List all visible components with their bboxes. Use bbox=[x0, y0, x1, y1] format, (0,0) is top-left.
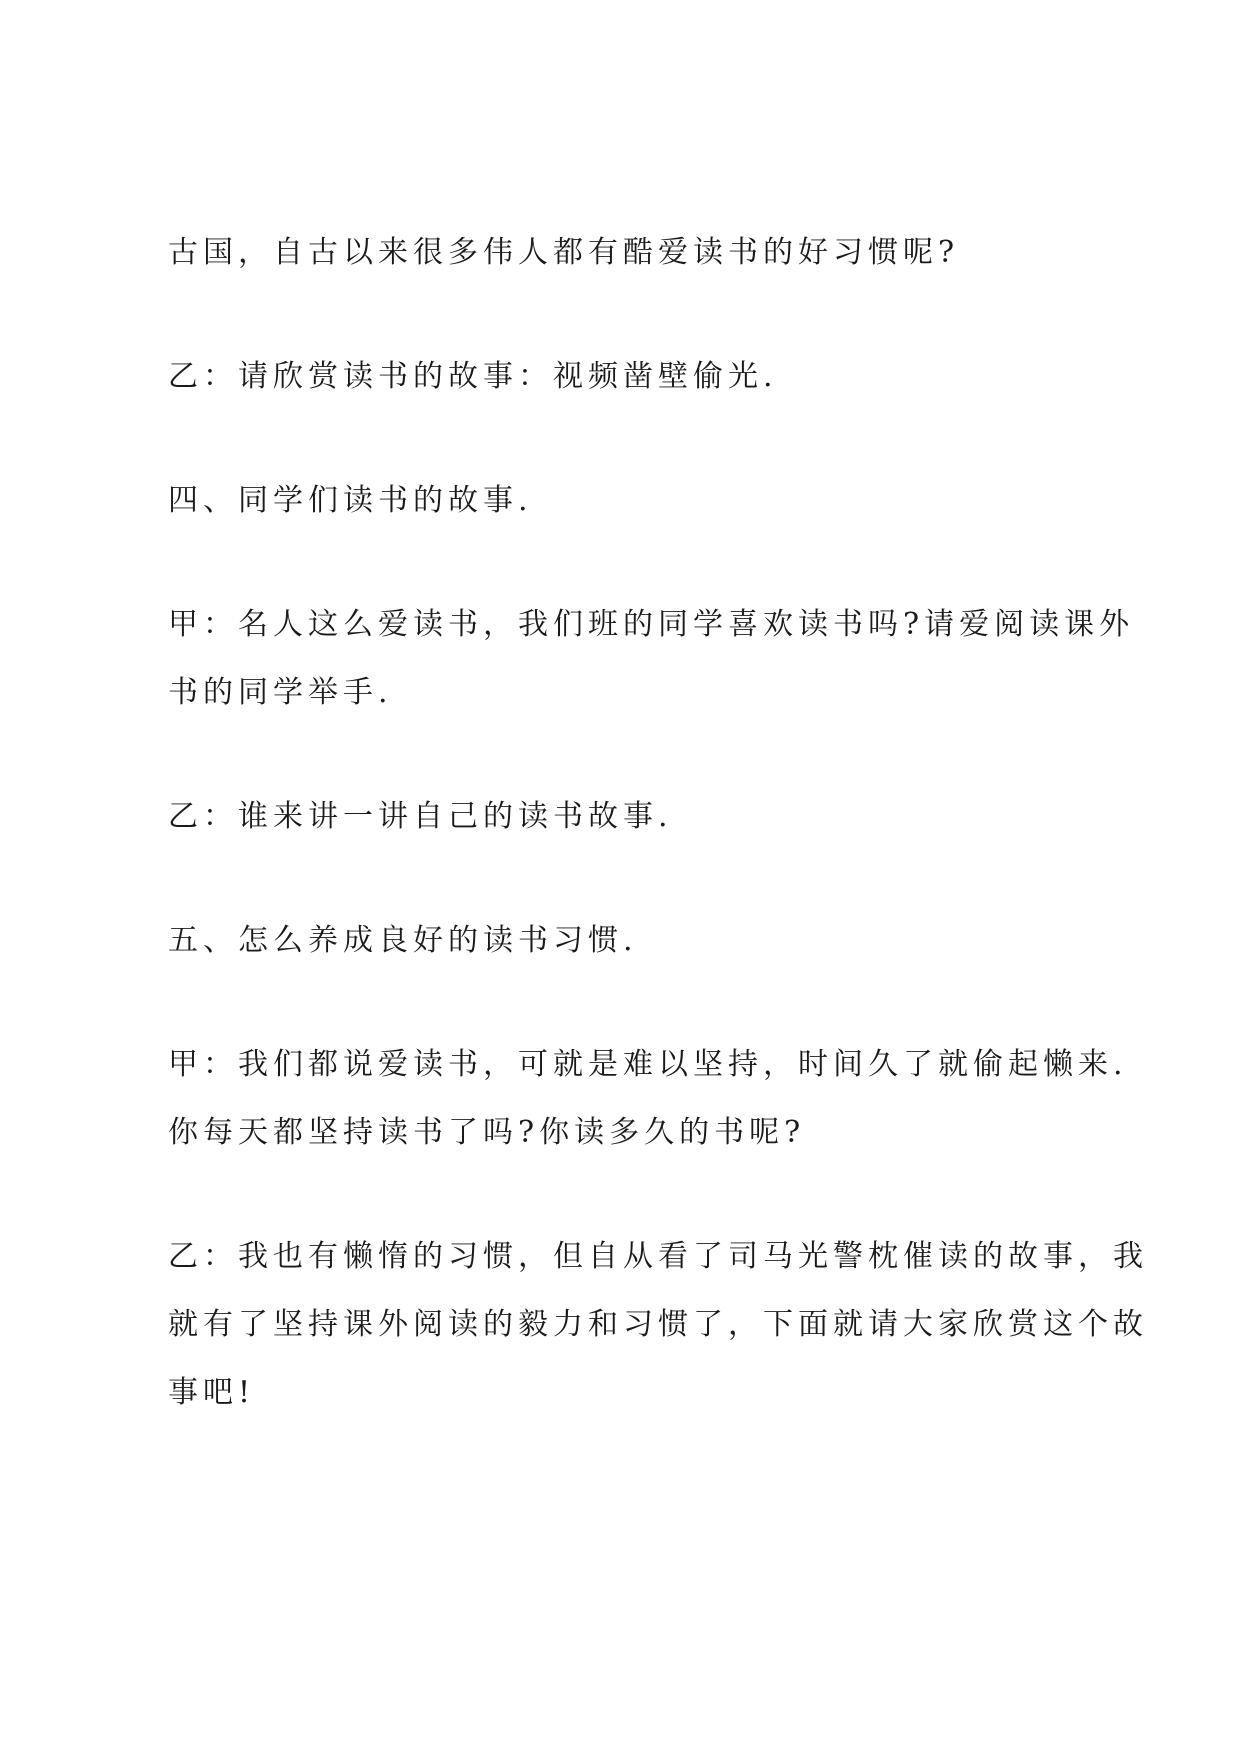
paragraph-4-line-1: 甲：名人这么爱读书，我们班的同学喜欢读书吗?请爱阅读课外 bbox=[168, 607, 1135, 642]
paragraph-3-line-1: 四、同学们读书的故事. bbox=[168, 483, 533, 518]
paragraph-8-line-2: 就有了坚持课外阅读的毅力和习惯了，下面就请大家欣赏这个故 bbox=[168, 1307, 1148, 1342]
paragraph-1-line-1: 古国，自古以来很多伟人都有酷爱读书的好习惯呢? bbox=[168, 235, 960, 270]
paragraph-6-line-1: 五、怎么养成良好的读书习惯. bbox=[168, 923, 638, 958]
paragraph-5-line-1: 乙：谁来讲一讲自己的读书故事. bbox=[168, 799, 673, 834]
paragraph-7-line-1: 甲：我们都说爱读书，可就是难以坚持，时间久了就偷起懒来. bbox=[168, 1047, 1128, 1082]
paragraph-7-line-2: 你每天都坚持读书了吗?你读多久的书呢? bbox=[168, 1115, 806, 1150]
paragraph-8-line-3: 事吧! bbox=[168, 1375, 256, 1410]
paragraph-8-line-1: 乙：我也有懒惰的习惯，但自从看了司马光警枕催读的故事，我 bbox=[168, 1239, 1148, 1274]
paragraph-2-line-1: 乙：请欣赏读书的故事：视频凿壁偷光. bbox=[168, 359, 778, 394]
paragraph-4-line-2: 书的同学举手. bbox=[168, 675, 393, 710]
